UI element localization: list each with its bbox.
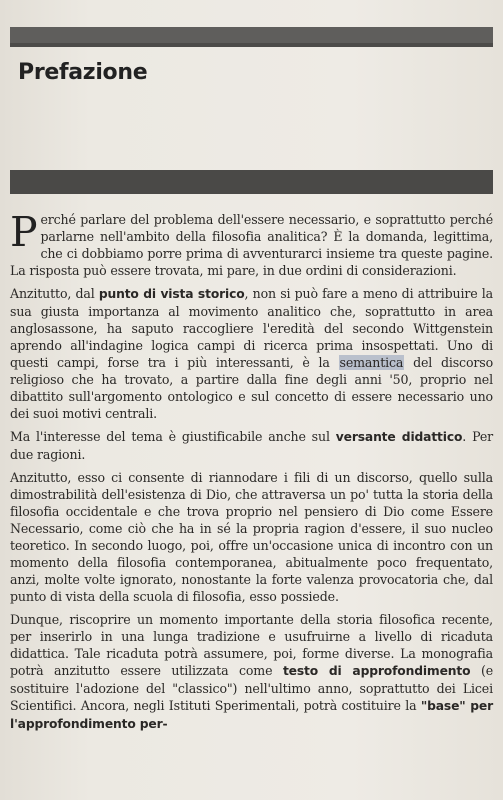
text-run: (e sostituire l'adozione del "classico") nell'ultimo anno, soprattutto dei Licei Scientifici. Ancora, negli Istituti Sperimentali, potrà costituire la xyxy=(10,663,494,713)
text-run: Dunque, riscoprire un momento importante della storia filosofica recente, per inserirlo in una lunga tradizione e usufruirne a livello di ricaduta didattica. Tale ricaduta potrà assumere, poi, forme diverse. La monografia potrà anzitutto essere utilizzata come xyxy=(10,612,493,678)
text-run: Anzitutto, esso ci consente di riannodare i fili di un discorso, quello sulla dimostrabilità dell'esistenza di Dio, che attraversa un po' tutta la storia della filosofia occidentale e che trova proprio nel pensiero di Dio come Essere Necessario, come ciò che ha in sé la propria ragion d'essere, il suo nucleo teoretico. In secondo luogo, poi, offre un'occasione unica di incontro con un momento della filosofia contemporanea, abitualmente poco frequentato, anzi, molte volte ignorato, nonostante la forte valenza provocatoria che, dal punto di vista della scuola di filosofia, esso possiede. xyxy=(10,470,493,604)
text-run: , non si può fare a meno di attribuire la sua giusta importanza al movimento analitico che, soprattutto in area anglosassone, ha saputo raccogliere l'eredità del secondo Wittgenstein aprendo all'indagine logica campi di ricerca prima insospettati. Uno di questi campi, forse tra i più interessanti, è la xyxy=(10,286,493,370)
text-run: Ma l'interesse del tema è giustificabile anche sul xyxy=(10,429,336,444)
paragraph xyxy=(10,611,493,733)
page-title: Prefazione xyxy=(18,60,148,85)
text-run: del discorso religioso che ha trovato, a partire dalla fine degli anni '50, proprio nel dibattito sull'argomento ontologico e sul concetto di essere necessario uno dei suoi motivi centrali. xyxy=(10,355,493,421)
emphasis-text: versante didattico xyxy=(335,430,463,444)
header-rule-top xyxy=(10,27,493,47)
body-text xyxy=(10,208,494,739)
highlighted-text: semantica xyxy=(339,355,404,370)
paragraph xyxy=(10,469,493,605)
emphasis-text: testo di approfondimento xyxy=(282,664,471,678)
text-run: . Per due ragioni. xyxy=(10,429,493,462)
text-run: Anzitutto, dal xyxy=(10,286,99,301)
text-run: erché parlare del problema dell'essere necessario, e soprattutto perché parlarne nell'ambito della filosofia analitica? È la domanda, legittima, che ci dobbiamo porre prima di avventurarci insieme tra queste pagine. La risposta può essere trovata, mi pare, in due ordini di considerazioni. xyxy=(10,212,493,278)
header-rule-bottom xyxy=(10,170,493,194)
emphasis-text: punto di vista storico xyxy=(98,287,245,301)
paragraph xyxy=(10,208,493,279)
paragraph xyxy=(10,285,493,422)
drop-cap: P xyxy=(10,208,38,256)
emphasis-text: "base" per l'approfondimento per- xyxy=(10,699,493,731)
paragraph xyxy=(10,428,493,463)
